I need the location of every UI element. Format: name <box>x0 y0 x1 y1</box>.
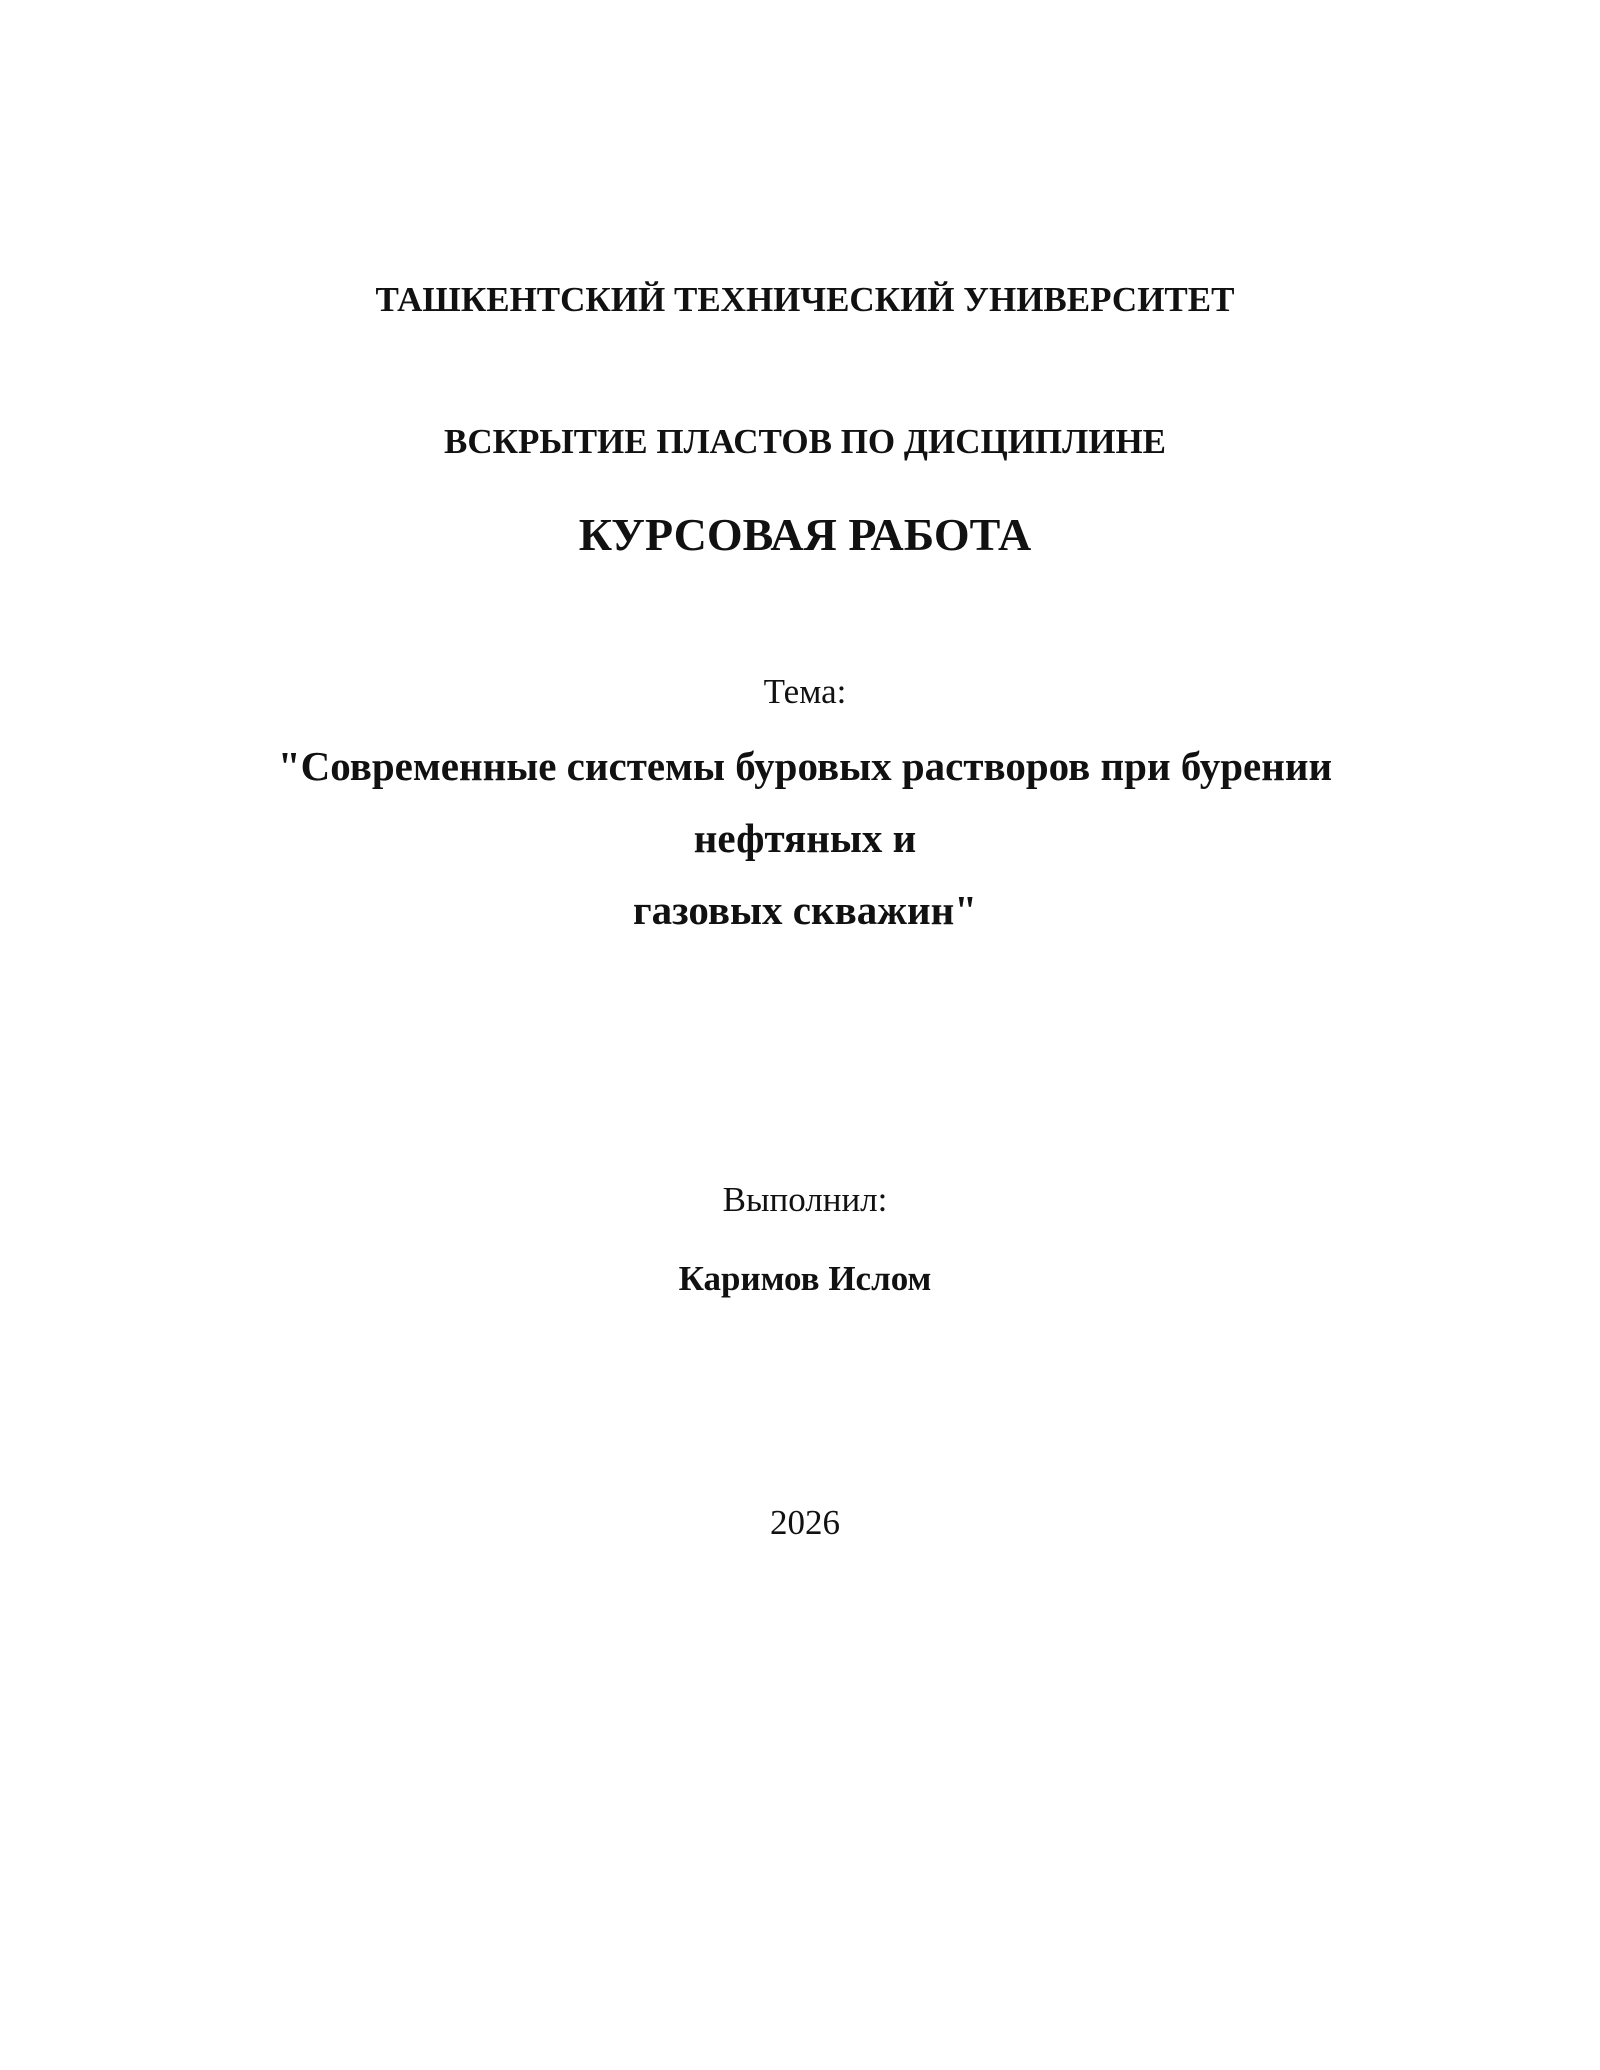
work-title-line-2: нефтяных и <box>693 815 917 861</box>
university-name: ТАШКЕНТСКИЙ ТЕХНИЧЕСКИЙ УНИВЕРСИТЕТ <box>375 280 1235 319</box>
author-label: Выполнил: <box>722 1180 888 1219</box>
year: 2026 <box>770 1503 840 1542</box>
work-title-line-3: газовых скважин" <box>633 887 977 933</box>
author-name: Каримов Ислом <box>678 1259 932 1298</box>
work-type-heading: КУРСОВАЯ РАБОТА <box>578 509 1032 560</box>
theme-label: Тема: <box>763 672 847 711</box>
discipline-heading: ВСКРЫТИЕ ПЛАСТОВ ПО ДИСЦИПЛИНЕ <box>443 422 1167 461</box>
work-title-line-1: "Современные системы буровых растворов при бурении <box>277 743 1333 789</box>
